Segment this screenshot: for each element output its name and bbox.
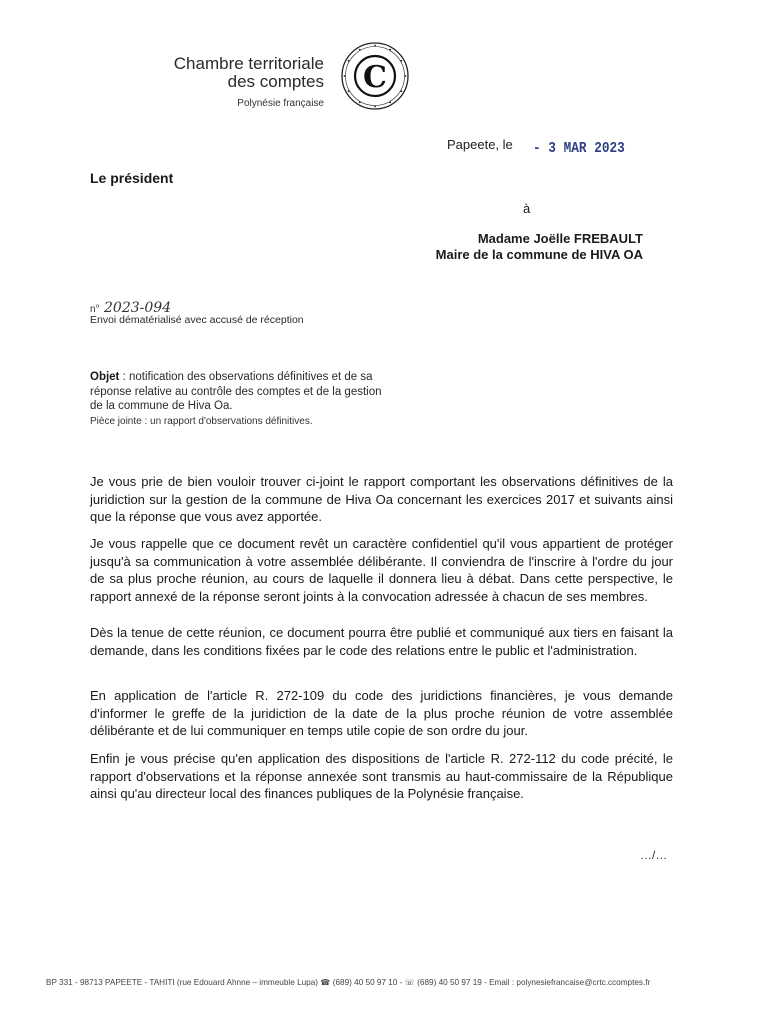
body-paragraph-3: Dès la tenue de cette réunion, ce document pourra être publié et communiqué aux tiers en faisant la demande, dans les conditions fixées par le code des relations entre le public et l'administration. [90, 625, 673, 658]
subject-block [90, 370, 390, 414]
recipient-title: Maire de la commune de HIVA OA [435, 247, 643, 262]
chambre-seal-logo [340, 41, 410, 111]
org-subtitle: Polynésie française [237, 98, 324, 109]
sender-title: Le président [90, 170, 174, 186]
recipient-preposition: à [523, 201, 531, 216]
body-paragraph-5: Enfin je vous précise qu'en application des dispositions de l'article R. 272-112 du code précité, le rapport d'observations et la réponse annexée sont transmis au haut-commissaire de la République ainsi qu'au directeur local des finances publiques de la Polynésie française. [90, 751, 673, 801]
subject-label: Objet [90, 371, 120, 383]
recipient-name: Madame Joëlle FREBAULT [477, 231, 643, 246]
reference-prefix: n° [90, 304, 100, 315]
body-paragraph-1: Je vous prie de bien vouloir trouver ci-joint le rapport comportant les observations définitives de la juridiction sur la gestion de la commune de Hiva Oa concernant les exercices 2017 et suivants ainsi que la réponse que vous avez apportée. [90, 474, 673, 524]
seal-letter: C [363, 60, 387, 95]
org-name-line1: Chambre territoriale [173, 54, 324, 73]
body-paragraph-2: Je vous rappelle que ce document revêt un caractère confidentiel qu'il vous appartient de protéger jusqu'à sa communication à votre assemblée délibérante. Il conviendra de l'inscrire à l'ordre du jour de sa plus proche réunion, au cours de laquelle il donnera lieu à débat. Dans cette perspective, le rapport annexé de la réponse seront joints à la convocation adressée à chacun de ses membres. [90, 536, 673, 604]
body-paragraph-4: En application de l'article R. 272-109 du code des juridictions financières, je vous demande d'informer le greffe de la juridiction de la date de la plus proche réunion de votre assemblée délibérante et de lui communiquer en temps utile copie de son ordre du jour. [90, 688, 673, 738]
org-name [174, 55, 324, 91]
continuation-mark: …/… [640, 848, 668, 862]
recipient-block [436, 231, 643, 263]
attachment-line: Pièce jointe : un rapport d'observations définitives. [90, 416, 313, 427]
reference-handwritten-number: 2023-094 [104, 300, 172, 316]
date-stamp: - 3 MAR 2023 [533, 140, 625, 157]
org-name-line2: des comptes [227, 72, 324, 91]
footer-address: BP 331 - 98713 PAPEETE - TAHITI (rue Edouard Ahnne – immeuble Lupa) ☎ (689) 40 50 97 10 - ☏ (689) 40 50 97 19 - Email : polynesiefrancaise@crtc.ccomptes.fr [46, 978, 651, 987]
subject-text: : notification des observations définitives et de sa réponse relative au contrôle des comptes et de la gestion de la commune de Hiva Oa. [90, 371, 382, 412]
place-date-label: Papeete, le [447, 137, 513, 152]
delivery-mode: Envoi dématérialisé avec accusé de réception [90, 314, 304, 326]
